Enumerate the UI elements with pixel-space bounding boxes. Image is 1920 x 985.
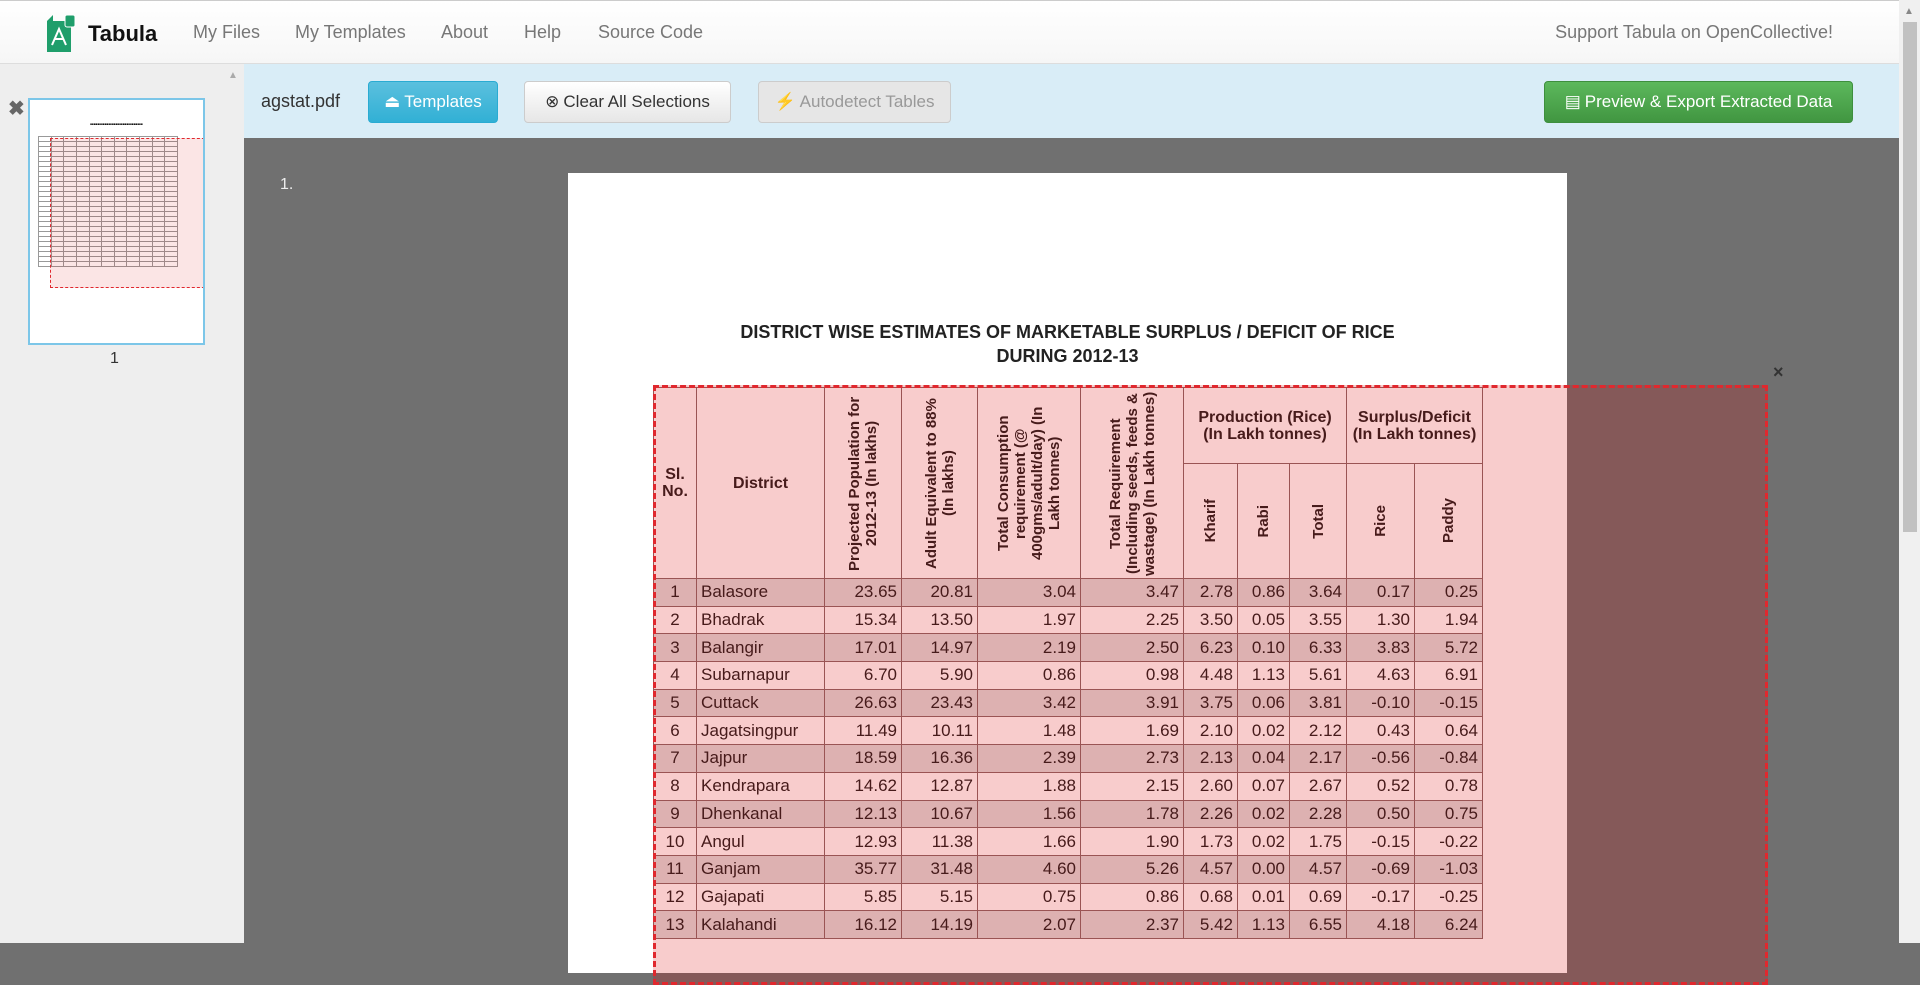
table-cell: 5.90: [902, 662, 978, 690]
table-cell: 0.75: [978, 883, 1081, 911]
table-cell: 3.42: [978, 689, 1081, 717]
table-cell: 3: [654, 634, 697, 662]
table-cell: 2.12: [1290, 717, 1347, 745]
table-cell: 2.07: [978, 911, 1081, 939]
table-cell: 14.62: [825, 772, 902, 800]
table-cell: 23.65: [825, 579, 902, 607]
table-cell: 20.81: [902, 579, 978, 607]
header-adult-equivalent: Adult Equivalent to 88% (In lakhs): [922, 397, 957, 569]
table-cell: 5.72: [1415, 634, 1483, 662]
table-cell: 1.94: [1415, 606, 1483, 634]
table-cell: 6.23: [1184, 634, 1238, 662]
table-cell: 16.36: [902, 745, 978, 773]
autodetect-tables-button[interactable]: [758, 81, 951, 123]
table-cell: 31.48: [902, 855, 978, 883]
table-cell: -0.22: [1415, 828, 1483, 856]
table-cell: 5.61: [1290, 662, 1347, 690]
preview-label: Preview & Export Extracted Data: [1584, 92, 1833, 111]
table-cell: -1.03: [1415, 855, 1483, 883]
table-cell: 2.25: [1081, 606, 1184, 634]
table-cell: 12: [654, 883, 697, 911]
table-cell: 6.55: [1290, 911, 1347, 939]
table-cell: 2.78: [1184, 579, 1238, 607]
table-cell: 2.67: [1290, 772, 1347, 800]
table-cell: 0.00: [1238, 855, 1290, 883]
table-cell: 1.66: [978, 828, 1081, 856]
table-cell: -0.69: [1347, 855, 1415, 883]
table-cell: Dhenkanal: [697, 800, 825, 828]
table-cell: 3.04: [978, 579, 1081, 607]
table-cell: 1.73: [1184, 828, 1238, 856]
table-cell: 10.11: [902, 717, 978, 745]
table-cell: 1.90: [1081, 828, 1184, 856]
table-cell: Cuttack: [697, 689, 825, 717]
header-sl-no: Sl. No.: [654, 388, 697, 579]
nav-my-files[interactable]: My Files: [193, 22, 260, 42]
table-cell: 3.55: [1290, 606, 1347, 634]
table-cell: 0.05: [1238, 606, 1290, 634]
table-cell: 2.37: [1081, 911, 1184, 939]
table-cell: Ganjam: [697, 855, 825, 883]
header-surplus: Surplus/Deficit (In Lakh tonnes): [1347, 388, 1483, 464]
remove-circle-icon: ⊗: [545, 92, 560, 111]
tabula-logo-icon[interactable]: [47, 15, 77, 52]
table-cell: 2.26: [1184, 800, 1238, 828]
table-cell: 4.57: [1290, 855, 1347, 883]
table-cell: 3.75: [1184, 689, 1238, 717]
table-cell: 1.97: [978, 606, 1081, 634]
scroll-up-arrow-icon[interactable]: ▲: [1904, 6, 1914, 17]
header-kharif: Kharif: [1202, 499, 1219, 543]
clear-all-selections-button[interactable]: [524, 81, 731, 123]
table-cell: 9: [654, 800, 697, 828]
templates-label: Templates: [404, 92, 482, 111]
table-cell: 12.87: [902, 772, 978, 800]
table-cell: -0.25: [1415, 883, 1483, 911]
table-cell: 10.67: [902, 800, 978, 828]
table-cell: 17.01: [825, 634, 902, 662]
table-cell: 8: [654, 772, 697, 800]
table-cell: 1.48: [978, 717, 1081, 745]
nav-help[interactable]: Help: [524, 22, 562, 42]
table-cell: 0.86: [1081, 883, 1184, 911]
selection-close-icon[interactable]: ×: [1773, 362, 1784, 382]
table-cell: 4.18: [1347, 911, 1415, 939]
table-cell: 0.02: [1238, 800, 1290, 828]
scroll-up-icon[interactable]: ▲: [228, 70, 238, 81]
page-thumbnail[interactable]: [28, 98, 205, 345]
preview-export-button[interactable]: [1544, 81, 1853, 123]
table-cell: 6.91: [1415, 662, 1483, 690]
lightning-icon: ⚡: [774, 92, 796, 111]
table-cell: 14.97: [902, 634, 978, 662]
table-cell: 0.86: [978, 662, 1081, 690]
table-cell: 5.26: [1081, 855, 1184, 883]
table-cell: -0.56: [1347, 745, 1415, 773]
table-cell: 0.01: [1238, 883, 1290, 911]
table-cell: 2.60: [1184, 772, 1238, 800]
table-cell: 11.49: [825, 717, 902, 745]
filename: agstat.pdf: [261, 91, 341, 111]
table-cell: 2.17: [1290, 745, 1347, 773]
table-cell: 7: [654, 745, 697, 773]
table-cell: Angul: [697, 828, 825, 856]
table-cell: 4.60: [978, 855, 1081, 883]
table-cell: 1.88: [978, 772, 1081, 800]
table-cell: 0.86: [1238, 579, 1290, 607]
table-cell: 2.13: [1184, 745, 1238, 773]
table-cell: 2.50: [1081, 634, 1184, 662]
table-cell: 1.30: [1347, 606, 1415, 634]
header-paddy: Paddy: [1440, 498, 1457, 544]
header-rabi: Rabi: [1255, 504, 1272, 538]
sidebar-scrollbar[interactable]: [224, 64, 244, 943]
table-cell: 3.83: [1347, 634, 1415, 662]
table-cell: 0.02: [1238, 828, 1290, 856]
delete-page-icon[interactable]: ✖: [8, 98, 25, 120]
table-cell: 0.10: [1238, 634, 1290, 662]
table-cell: 0.64: [1415, 717, 1483, 745]
table-selection[interactable]: [653, 385, 1768, 985]
header-population: Projected Population for 2012-13 (In lakhs): [846, 395, 880, 571]
table-cell: 6: [654, 717, 697, 745]
table-cell: 0.50: [1347, 800, 1415, 828]
table-cell: 2.19: [978, 634, 1081, 662]
thumbnail-title: ■■■■■■■■■■■■■■■■■■■■■■■■■■■■■: [90, 122, 143, 126]
table-cell: 0.75: [1415, 800, 1483, 828]
table-cell: 3.47: [1081, 579, 1184, 607]
thumbnail-page-number: 1: [110, 350, 119, 367]
table-cell: 0.52: [1347, 772, 1415, 800]
table-cell: Balasore: [697, 579, 825, 607]
table-cell: 6.33: [1290, 634, 1347, 662]
scrollbar-thumb[interactable]: [1903, 22, 1917, 532]
header-requirement: Total Requirement (Including seeds, feeds & wastage) (In Lakh tonnes): [1106, 390, 1158, 576]
page-number: 1.: [280, 176, 294, 193]
table-cell: Jajpur: [697, 745, 825, 773]
table-cell: 4: [654, 662, 697, 690]
brand[interactable]: Tabula: [88, 21, 158, 46]
table-cell: 14.19: [902, 911, 978, 939]
nav-source-code[interactable]: Source Code: [598, 22, 704, 42]
table-cell: Balangir: [697, 634, 825, 662]
table-cell: Jagatsingpur: [697, 717, 825, 745]
table-cell: 16.12: [825, 911, 902, 939]
table-cell: 0.43: [1347, 717, 1415, 745]
title-line-1: DISTRICT WISE ESTIMATES OF MARKETABLE SURPLUS / DEFICIT OF RICE: [740, 322, 1395, 342]
table-cell: 12.13: [825, 800, 902, 828]
nav-about[interactable]: About: [441, 22, 489, 42]
table-cell: 3.91: [1081, 689, 1184, 717]
table-cell: 1.56: [978, 800, 1081, 828]
table-cell: 4.48: [1184, 662, 1238, 690]
nav-my-templates[interactable]: My Templates: [295, 22, 406, 42]
autodetect-label: Autodetect Tables: [799, 92, 935, 111]
table-cell: 1.75: [1290, 828, 1347, 856]
table-cell: 3.50: [1184, 606, 1238, 634]
table-cell: 3.64: [1290, 579, 1347, 607]
table-cell: 5.42: [1184, 911, 1238, 939]
table-cell: Kendrapara: [697, 772, 825, 800]
table-cell: 0.17: [1347, 579, 1415, 607]
table-cell: 6.24: [1415, 911, 1483, 939]
table-cell: 2.10: [1184, 717, 1238, 745]
table-cell: 2.28: [1290, 800, 1347, 828]
table-cell: 13.50: [902, 606, 978, 634]
title-line-2: DURING 2012-13: [996, 346, 1139, 366]
table-cell: 2.39: [978, 745, 1081, 773]
table-cell: 2: [654, 606, 697, 634]
table-cell: 5: [654, 689, 697, 717]
table-cell: 0.07: [1238, 772, 1290, 800]
table-cell: 0.04: [1238, 745, 1290, 773]
clear-label: Clear All Selections: [563, 92, 710, 111]
support-link[interactable]: Support Tabula on OpenCollective!: [1555, 22, 1833, 42]
table-cell: 23.43: [902, 689, 978, 717]
table-cell: 10: [654, 828, 697, 856]
table-cell: -0.84: [1415, 745, 1483, 773]
table-cell: 0.06: [1238, 689, 1290, 717]
table-cell: -0.15: [1415, 689, 1483, 717]
table-cell: Bhadrak: [697, 606, 825, 634]
table-cell: 1.13: [1238, 911, 1290, 939]
table-cell: 0.78: [1415, 772, 1483, 800]
table-cell: 0.98: [1081, 662, 1184, 690]
table-cell: 1.13: [1238, 662, 1290, 690]
table-cell: 0.68: [1184, 883, 1238, 911]
table-cell: 5.85: [825, 883, 902, 911]
header-consumption: Total Consumption requirement (@ 400gms/adult/day) (In Lakh tonnes): [995, 406, 1063, 560]
table-cell: -0.17: [1347, 883, 1415, 911]
pdf-title: [568, 320, 1567, 368]
list-icon: ▤: [1564, 92, 1581, 111]
table-cell: Subarnapur: [697, 662, 825, 690]
table-cell: 4.63: [1347, 662, 1415, 690]
header-district: District: [697, 388, 825, 579]
header-production: Production (Rice) (In Lakh tonnes): [1184, 388, 1347, 464]
header-rice: Rice: [1372, 505, 1389, 537]
table-cell: 35.77: [825, 855, 902, 883]
thumbnail-selection: [50, 138, 205, 288]
table-cell: 15.34: [825, 606, 902, 634]
table-cell: 12.93: [825, 828, 902, 856]
templates-icon: ⏏: [384, 92, 401, 111]
table-cell: Gajapati: [697, 883, 825, 911]
templates-button[interactable]: [368, 81, 498, 123]
navbar: [0, 0, 1899, 64]
table-cell: 4.57: [1184, 855, 1238, 883]
table-cell: 2.15: [1081, 772, 1184, 800]
table-cell: 26.63: [825, 689, 902, 717]
table-cell: 0.69: [1290, 883, 1347, 911]
table-cell: 2.73: [1081, 745, 1184, 773]
table-cell: 18.59: [825, 745, 902, 773]
table-cell: 5.15: [902, 883, 978, 911]
table-cell: 3.81: [1290, 689, 1347, 717]
table-cell: 1.78: [1081, 800, 1184, 828]
table-cell: -0.10: [1347, 689, 1415, 717]
table-cell: 11: [654, 855, 697, 883]
table-cell: 13: [654, 911, 697, 939]
table-cell: Kalahandi: [697, 911, 825, 939]
header-total: Total: [1309, 503, 1327, 539]
table-cell: 0.02: [1238, 717, 1290, 745]
table-cell: 1.69: [1081, 717, 1184, 745]
table-cell: 1: [654, 579, 697, 607]
table-cell: 11.38: [902, 828, 978, 856]
table-cell: 6.70: [825, 662, 902, 690]
table-cell: 0.25: [1415, 579, 1483, 607]
table-cell: -0.15: [1347, 828, 1415, 856]
